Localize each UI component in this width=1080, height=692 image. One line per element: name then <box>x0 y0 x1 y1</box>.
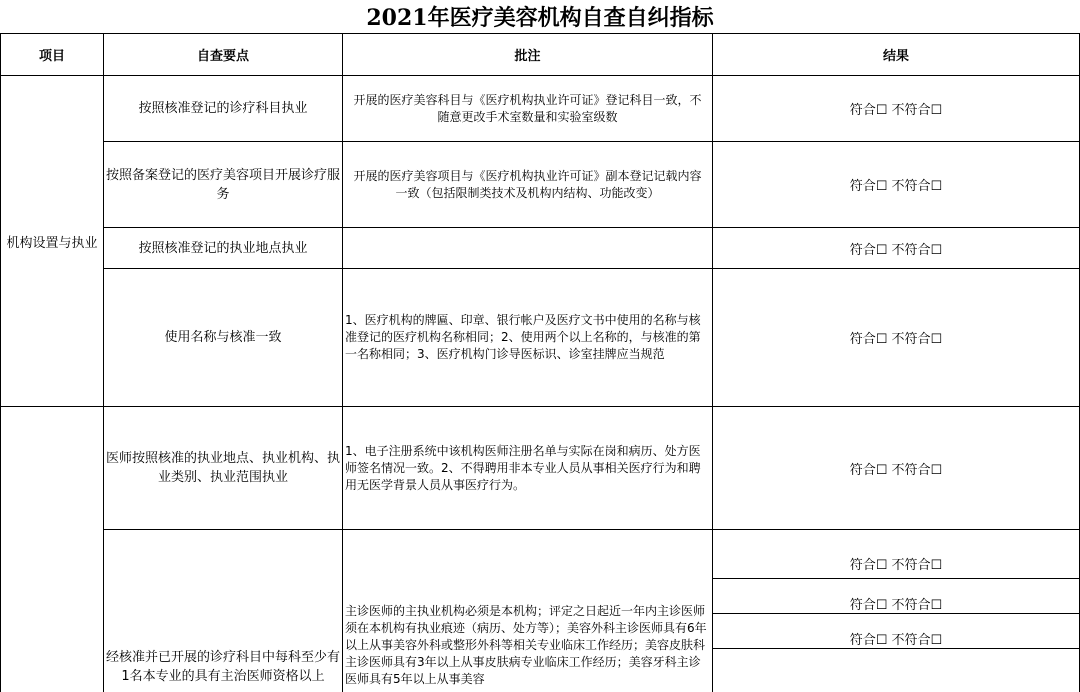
note-cell <box>343 228 712 268</box>
note-cell: 开展的医疗美容项目与《医疗机构执业许可证》副本登记记载内容一致（包括限制类技术及机构内结构、功能改变） <box>353 168 702 200</box>
check-point: 医师按照核准的执业地点、执业机构、执业类别、执业范围执业 <box>106 451 341 485</box>
check-point: 按照备案登记的医疗美容项目开展诊疗服务 <box>106 167 341 202</box>
result-checkbox[interactable]: 符合☐ 不符合☐ <box>849 332 943 347</box>
grid-line <box>712 578 1080 579</box>
header-points: 自查要点 <box>196 49 249 64</box>
grid-line <box>712 613 1080 614</box>
check-point: 使用名称与核准一致 <box>164 330 282 345</box>
header-item: 项目 <box>38 49 65 64</box>
check-point: 经核准并已开展的诊疗科目中每科至少有1名本专业的具有主治医师资格以上 <box>106 650 341 684</box>
page-title: 2021年医疗美容机构自查自纠指标 <box>366 5 714 31</box>
grid-line <box>104 529 1080 530</box>
result-checkbox[interactable]: 符合☐ 不符合☐ <box>849 557 943 573</box>
check-point: 按照核准登记的诊疗科目执业 <box>138 101 308 116</box>
header-result: 结果 <box>882 49 909 64</box>
note-cell: 1、医疗机构的牌匾、印章、银行帐户及医疗文书中使用的名称与核准登记的医疗机构名称相同；2、使用两个以上名称的，与核准的第一名称相同；3、医疗机构门诊导医标识、诊室挂牌应当规范 <box>345 313 701 361</box>
result-checkbox[interactable]: 符合☐ 不符合☐ <box>849 242 943 258</box>
category-cell: 机构设置与执业 <box>6 235 98 251</box>
result-checkbox[interactable]: 符合☐ 不符合☐ <box>849 598 943 613</box>
header-notes: 批注 <box>514 49 541 64</box>
note-cell: 1、电子注册系统中该机构医师注册名单与实际在岗和病历、处方医师签名情况一致。2、不得聘用非本专业人员从事相关医疗行为和聘用无医学背景人员从事医疗行为。 <box>345 443 701 492</box>
note-cell: 开展的医疗美容科目与《医疗机构执业许可证》登记科目一致，不随意更改手术室数量和实验室级数 <box>353 92 702 124</box>
result-checkbox[interactable]: 符合☐ 不符合☐ <box>849 462 943 478</box>
note-cell: 主诊医师的主执业机构必须是本机构；评定之日起近一年内主诊医师须在本机构有执业痕迹（病历、处方等）；美容外科主诊医师具有6年以上从事美容外科或整形外科等相关专业临床工作经历；美容皮肤科主诊医师具有3年以上从事皮肤病专业临床工作经历；美容牙科主诊医师具有5年以上从事美容 <box>345 604 707 686</box>
grid-line <box>712 648 1080 649</box>
category-cell <box>1 407 103 692</box>
result-checkbox[interactable]: 符合☐ 不符合☐ <box>849 103 943 118</box>
result-checkbox[interactable]: 符合☐ 不符合☐ <box>849 633 943 648</box>
result-checkbox[interactable]: 符合☐ 不符合☐ <box>849 179 943 194</box>
check-point: 按照核准登记的执业地点执业 <box>138 240 308 256</box>
